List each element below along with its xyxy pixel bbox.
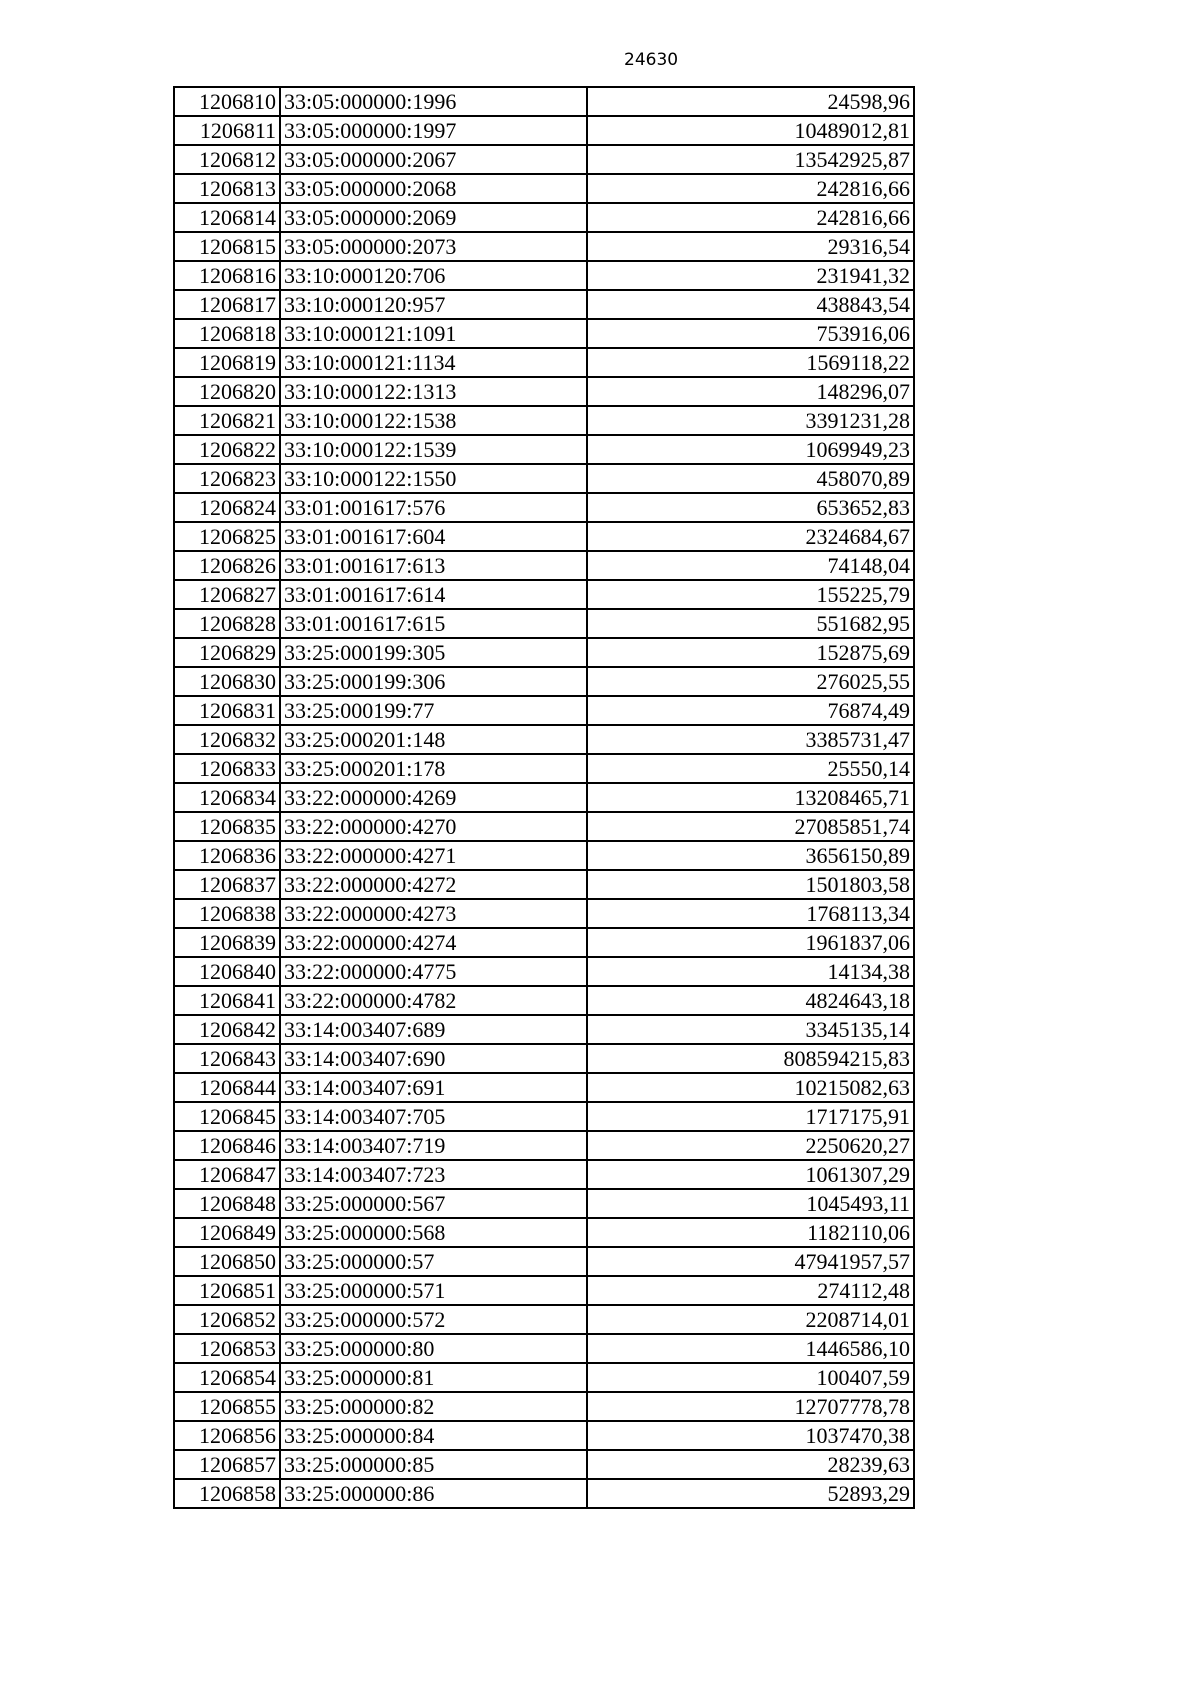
value-cell: 28239,63 (587, 1450, 914, 1479)
value-cell: 29316,54 (587, 232, 914, 261)
cadastral-number-cell: 33:25:000199:77 (280, 696, 587, 725)
value-cell: 27085851,74 (587, 812, 914, 841)
row-id-cell: 1206847 (174, 1160, 280, 1189)
row-id-cell: 1206813 (174, 174, 280, 203)
row-id-cell: 1206855 (174, 1392, 280, 1421)
cadastral-number-cell: 33:10:000122:1539 (280, 435, 587, 464)
table-row (174, 87, 914, 116)
value-cell: 231941,32 (587, 261, 914, 290)
value-cell: 458070,89 (587, 464, 914, 493)
table-row (174, 870, 914, 899)
table-row (174, 667, 914, 696)
cadastral-number-cell: 33:22:000000:4782 (280, 986, 587, 1015)
table-row (174, 116, 914, 145)
row-id-cell: 1206850 (174, 1247, 280, 1276)
cadastral-number-cell: 33:25:000000:86 (280, 1479, 587, 1508)
cadastral-number-cell: 33:25:000201:148 (280, 725, 587, 754)
cadastral-number-cell: 33:05:000000:2073 (280, 232, 587, 261)
value-cell: 1069949,23 (587, 435, 914, 464)
table-body (174, 87, 914, 1508)
row-id-cell: 1206845 (174, 1102, 280, 1131)
row-id-cell: 1206815 (174, 232, 280, 261)
value-cell: 1961837,06 (587, 928, 914, 957)
cadastral-number-cell: 33:22:000000:4269 (280, 783, 587, 812)
table-row (174, 261, 914, 290)
cadastral-number-cell: 33:25:000000:571 (280, 1276, 587, 1305)
row-id-cell: 1206812 (174, 145, 280, 174)
row-id-cell: 1206843 (174, 1044, 280, 1073)
row-id-cell: 1206838 (174, 899, 280, 928)
table-row (174, 638, 914, 667)
cadastral-number-cell: 33:01:001617:614 (280, 580, 587, 609)
table-row (174, 1363, 914, 1392)
row-id-cell: 1206827 (174, 580, 280, 609)
cadastral-number-cell: 33:01:001617:613 (280, 551, 587, 580)
row-id-cell: 1206849 (174, 1218, 280, 1247)
page-number: 24630 (624, 50, 679, 70)
table-row (174, 232, 914, 261)
table-row (174, 812, 914, 841)
table-row (174, 609, 914, 638)
row-id-cell: 1206819 (174, 348, 280, 377)
table-row (174, 493, 914, 522)
value-cell: 13208465,71 (587, 783, 914, 812)
cadastral-number-cell: 33:14:003407:705 (280, 1102, 587, 1131)
row-id-cell: 1206825 (174, 522, 280, 551)
cadastral-number-cell: 33:05:000000:2067 (280, 145, 587, 174)
row-id-cell: 1206828 (174, 609, 280, 638)
value-cell: 13542925,87 (587, 145, 914, 174)
cadastral-number-cell: 33:25:000000:80 (280, 1334, 587, 1363)
value-cell: 3345135,14 (587, 1015, 914, 1044)
row-id-cell: 1206854 (174, 1363, 280, 1392)
row-id-cell: 1206816 (174, 261, 280, 290)
row-id-cell: 1206852 (174, 1305, 280, 1334)
row-id-cell: 1206846 (174, 1131, 280, 1160)
row-id-cell: 1206856 (174, 1421, 280, 1450)
row-id-cell: 1206841 (174, 986, 280, 1015)
row-id-cell: 1206834 (174, 783, 280, 812)
row-id-cell: 1206839 (174, 928, 280, 957)
table-row (174, 783, 914, 812)
value-cell: 148296,07 (587, 377, 914, 406)
cadastral-number-cell: 33:10:000120:706 (280, 261, 587, 290)
cadastral-number-cell: 33:22:000000:4272 (280, 870, 587, 899)
table-row (174, 580, 914, 609)
cadastral-number-cell: 33:25:000000:81 (280, 1363, 587, 1392)
table-row (174, 1073, 914, 1102)
table-row (174, 1218, 914, 1247)
table-row (174, 1247, 914, 1276)
value-cell: 2324684,67 (587, 522, 914, 551)
row-id-cell: 1206821 (174, 406, 280, 435)
value-cell: 1569118,22 (587, 348, 914, 377)
cadastral-number-cell: 33:14:003407:691 (280, 1073, 587, 1102)
row-id-cell: 1206848 (174, 1189, 280, 1218)
row-id-cell: 1206817 (174, 290, 280, 319)
cadastral-number-cell: 33:25:000000:57 (280, 1247, 587, 1276)
cadastral-number-cell: 33:01:001617:615 (280, 609, 587, 638)
cadastral-number-cell: 33:25:000000:567 (280, 1189, 587, 1218)
value-cell: 3656150,89 (587, 841, 914, 870)
table-row (174, 203, 914, 232)
cadastral-number-cell: 33:25:000199:306 (280, 667, 587, 696)
cadastral-number-cell: 33:14:003407:690 (280, 1044, 587, 1073)
cadastral-number-cell: 33:25:000000:568 (280, 1218, 587, 1247)
row-id-cell: 1206824 (174, 493, 280, 522)
cadastral-value-table (173, 86, 915, 1509)
row-id-cell: 1206811 (174, 116, 280, 145)
table-row (174, 754, 914, 783)
row-id-cell: 1206826 (174, 551, 280, 580)
cadastral-number-cell: 33:14:003407:689 (280, 1015, 587, 1044)
table-row (174, 696, 914, 725)
value-cell: 1182110,06 (587, 1218, 914, 1247)
row-id-cell: 1206837 (174, 870, 280, 899)
cadastral-number-cell: 33:01:001617:576 (280, 493, 587, 522)
row-id-cell: 1206814 (174, 203, 280, 232)
value-cell: 1717175,91 (587, 1102, 914, 1131)
value-cell: 276025,55 (587, 667, 914, 696)
cadastral-number-cell: 33:25:000000:572 (280, 1305, 587, 1334)
table-row (174, 957, 914, 986)
row-id-cell: 1206858 (174, 1479, 280, 1508)
table-row (174, 1334, 914, 1363)
value-cell: 10489012,81 (587, 116, 914, 145)
cadastral-number-cell: 33:10:000120:957 (280, 290, 587, 319)
row-id-cell: 1206810 (174, 87, 280, 116)
value-cell: 3391231,28 (587, 406, 914, 435)
cadastral-number-cell: 33:25:000000:82 (280, 1392, 587, 1421)
value-cell: 551682,95 (587, 609, 914, 638)
row-id-cell: 1206831 (174, 696, 280, 725)
value-cell: 1061307,29 (587, 1160, 914, 1189)
cadastral-number-cell: 33:14:003407:719 (280, 1131, 587, 1160)
table-row (174, 348, 914, 377)
cadastral-number-cell: 33:22:000000:4273 (280, 899, 587, 928)
row-id-cell: 1206842 (174, 1015, 280, 1044)
value-cell: 4824643,18 (587, 986, 914, 1015)
value-cell: 74148,04 (587, 551, 914, 580)
table-row (174, 1015, 914, 1044)
value-cell: 242816,66 (587, 174, 914, 203)
value-cell: 1446586,10 (587, 1334, 914, 1363)
cadastral-number-cell: 33:01:001617:604 (280, 522, 587, 551)
table-row (174, 1479, 914, 1508)
value-cell: 1037470,38 (587, 1421, 914, 1450)
table-row (174, 551, 914, 580)
value-cell: 10215082,63 (587, 1073, 914, 1102)
cadastral-number-cell: 33:22:000000:4775 (280, 957, 587, 986)
table-row (174, 1421, 914, 1450)
cadastral-number-cell: 33:05:000000:1997 (280, 116, 587, 145)
table-row (174, 1131, 914, 1160)
table-row (174, 986, 914, 1015)
table-row (174, 841, 914, 870)
value-cell: 1045493,11 (587, 1189, 914, 1218)
table-row (174, 1450, 914, 1479)
value-cell: 2250620,27 (587, 1131, 914, 1160)
cadastral-number-cell: 33:05:000000:1996 (280, 87, 587, 116)
row-id-cell: 1206820 (174, 377, 280, 406)
cadastral-number-cell: 33:05:000000:2069 (280, 203, 587, 232)
row-id-cell: 1206830 (174, 667, 280, 696)
row-id-cell: 1206853 (174, 1334, 280, 1363)
cadastral-number-cell: 33:10:000122:1550 (280, 464, 587, 493)
table-row (174, 377, 914, 406)
table-row (174, 319, 914, 348)
value-cell: 76874,49 (587, 696, 914, 725)
row-id-cell: 1206818 (174, 319, 280, 348)
table-row (174, 1160, 914, 1189)
table-row (174, 1305, 914, 1334)
row-id-cell: 1206832 (174, 725, 280, 754)
value-cell: 274112,48 (587, 1276, 914, 1305)
table-row (174, 725, 914, 754)
row-id-cell: 1206844 (174, 1073, 280, 1102)
table-row (174, 899, 914, 928)
row-id-cell: 1206823 (174, 464, 280, 493)
table-row (174, 1276, 914, 1305)
cadastral-number-cell: 33:22:000000:4274 (280, 928, 587, 957)
value-cell: 25550,14 (587, 754, 914, 783)
cadastral-number-cell: 33:05:000000:2068 (280, 174, 587, 203)
row-id-cell: 1206822 (174, 435, 280, 464)
cadastral-number-cell: 33:10:000121:1134 (280, 348, 587, 377)
table-row (174, 406, 914, 435)
value-cell: 808594215,83 (587, 1044, 914, 1073)
row-id-cell: 1206829 (174, 638, 280, 667)
value-cell: 152875,69 (587, 638, 914, 667)
value-cell: 52893,29 (587, 1479, 914, 1508)
value-cell: 24598,96 (587, 87, 914, 116)
cadastral-number-cell: 33:10:000122:1313 (280, 377, 587, 406)
value-cell: 1501803,58 (587, 870, 914, 899)
row-id-cell: 1206833 (174, 754, 280, 783)
cadastral-number-cell: 33:10:000121:1091 (280, 319, 587, 348)
table-row (174, 1392, 914, 1421)
value-cell: 100407,59 (587, 1363, 914, 1392)
table-row (174, 928, 914, 957)
value-cell: 2208714,01 (587, 1305, 914, 1334)
value-cell: 653652,83 (587, 493, 914, 522)
table-row (174, 464, 914, 493)
row-id-cell: 1206857 (174, 1450, 280, 1479)
cadastral-number-cell: 33:22:000000:4270 (280, 812, 587, 841)
value-cell: 242816,66 (587, 203, 914, 232)
table-row (174, 145, 914, 174)
value-cell: 438843,54 (587, 290, 914, 319)
cadastral-number-cell: 33:14:003407:723 (280, 1160, 587, 1189)
table-row (174, 1044, 914, 1073)
table-row (174, 290, 914, 319)
table-row (174, 1189, 914, 1218)
value-cell: 47941957,57 (587, 1247, 914, 1276)
row-id-cell: 1206835 (174, 812, 280, 841)
row-id-cell: 1206851 (174, 1276, 280, 1305)
value-cell: 12707778,78 (587, 1392, 914, 1421)
cadastral-number-cell: 33:25:000000:84 (280, 1421, 587, 1450)
row-id-cell: 1206840 (174, 957, 280, 986)
cadastral-number-cell: 33:25:000199:305 (280, 638, 587, 667)
cadastral-number-cell: 33:10:000122:1538 (280, 406, 587, 435)
cadastral-number-cell: 33:22:000000:4271 (280, 841, 587, 870)
value-cell: 753916,06 (587, 319, 914, 348)
table-row (174, 435, 914, 464)
row-id-cell: 1206836 (174, 841, 280, 870)
table-row (174, 1102, 914, 1131)
cadastral-number-cell: 33:25:000201:178 (280, 754, 587, 783)
cadastral-number-cell: 33:25:000000:85 (280, 1450, 587, 1479)
table-row (174, 522, 914, 551)
value-cell: 155225,79 (587, 580, 914, 609)
value-cell: 3385731,47 (587, 725, 914, 754)
value-cell: 14134,38 (587, 957, 914, 986)
value-cell: 1768113,34 (587, 899, 914, 928)
table-row (174, 174, 914, 203)
